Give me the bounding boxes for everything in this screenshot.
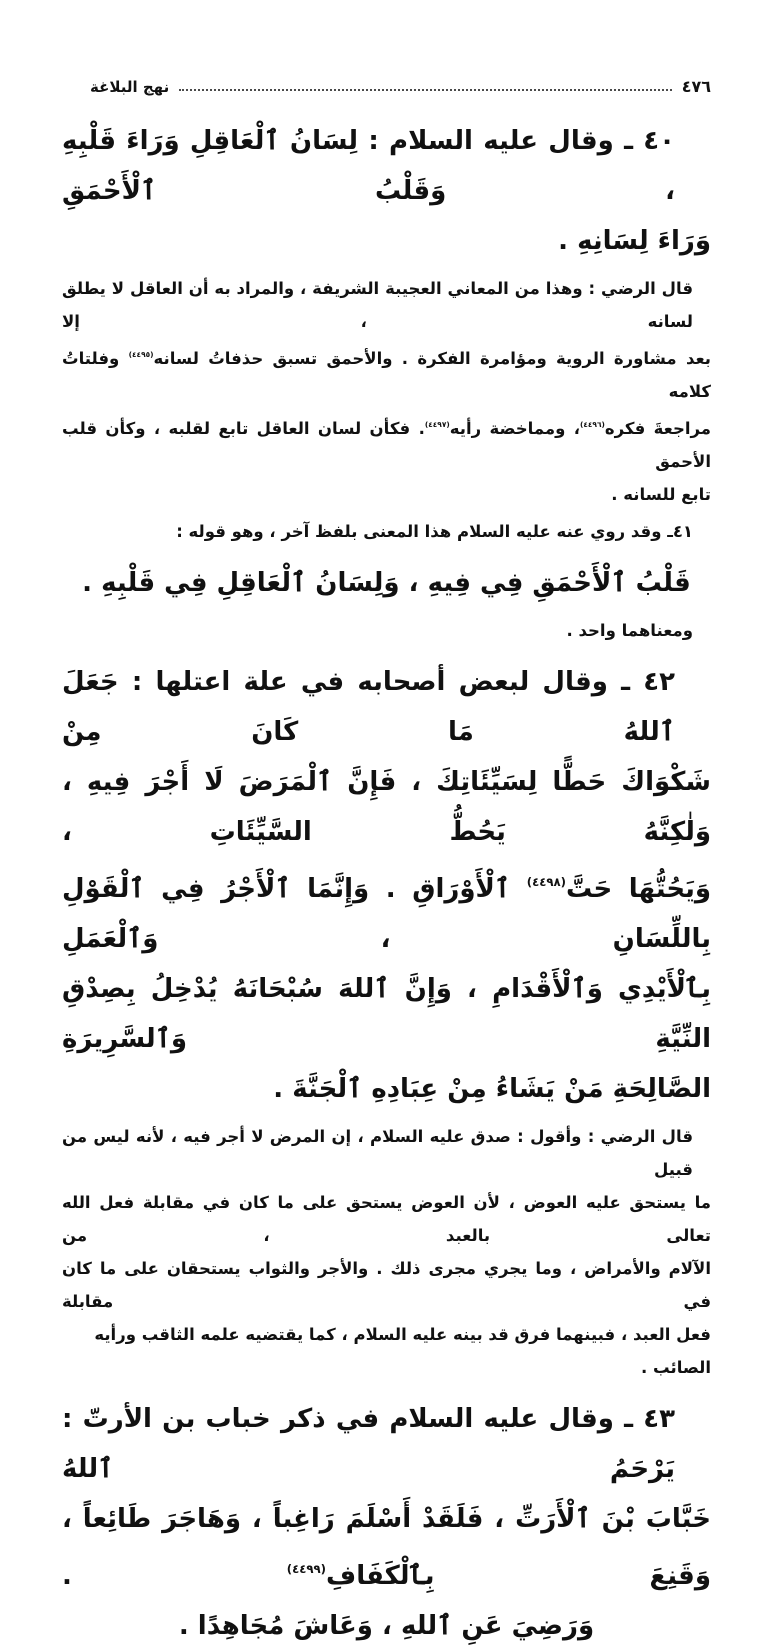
footnote-ref: (٤٤٩٩): [286, 1562, 326, 1577]
text-line: [62, 1186, 711, 1252]
text-line: [62, 857, 711, 964]
text-segment: . فكأن لسان العاقل تابع لقلبه ، وكأن قلب الأحمق: [62, 419, 711, 472]
text-segment: تابع للسانه .: [611, 485, 711, 505]
text-segment: وَرَاءَ لِسَانِهِ .: [558, 226, 711, 256]
text-line: [62, 1318, 711, 1384]
text-segment: ، ومماخضة رأيه: [449, 419, 580, 439]
text-segment: ومعناهما واحد .: [566, 621, 693, 641]
saying-41: [62, 558, 711, 608]
text-line: [62, 1494, 711, 1601]
text-segment: وفلتاتُ كلامه: [62, 349, 711, 402]
text-line: [62, 1120, 711, 1186]
text-segment: شَكْوَاكَ حَطًّا لِسَيِّئَاتِكَ ، فَإِنَّ ٱلْمَرَضَ لَا أَجْرَ فِيهِ ، وَلٰكِنَّهُ يَحُطُّ السَّيِّئَاتِ ،: [62, 767, 711, 848]
footnote-ref: (٤٤٩٦): [580, 420, 605, 430]
text-segment: الآلام والأمراض ، وما يجري مجرى ذلك . والأجر والثواب يستحقان على ما كان في مقابلة: [62, 1259, 711, 1312]
text-line: [62, 338, 711, 408]
text-segment: قال الرضي : وهذا من المعاني العجيبة الشريفة ، والمراد به أن العاقل لا يطلق لسانه ، إلا: [62, 279, 693, 331]
book-title: نهج البلاغة: [90, 78, 170, 96]
text-segment: ٤٠ ـ وقال عليه السلام : لِسَانُ ٱلْعَاقِلِ وَرَاءَ قَلْبِهِ ، وَقَلْبُ ٱلْأَحْمَقِ: [62, 126, 675, 206]
text-line: [62, 272, 711, 338]
radi-commentary-42: [62, 1120, 711, 1384]
text-line: [62, 1601, 711, 1651]
text-segment: فعل العبد ، فبينهما فرق قد بينه عليه السلام ، كما يقتضيه علمه الثاقب ورأيه الصائب .: [94, 1325, 711, 1378]
text-line: [62, 116, 711, 216]
footnote-ref: (٤٤٩٨): [526, 875, 566, 890]
saying-41-intro: [62, 515, 711, 548]
text-segment: ٤٣ ـ وقال عليه السلام في ذكر خباب بن الأرتّ : يَرْحَمُ ٱللهُ: [62, 1404, 675, 1485]
footnote-ref: (٤٤٩٧): [424, 420, 450, 430]
footnote-ref: (٤٤٩٥): [128, 350, 154, 359]
text-line: [62, 216, 711, 266]
text-segment: بعد مشاورة الروية ومؤامرة الفكرة . والأحمق تسبق حذفاتُ لسانه: [153, 349, 711, 369]
page-number: ٤٧٦: [681, 77, 711, 96]
text-line: [62, 515, 711, 548]
text-line: [62, 558, 711, 608]
text-line: [62, 757, 711, 857]
text-line: [62, 1394, 711, 1494]
text-segment: ٱلْأَوْرَاقِ . وَإِنَّمَا ٱلْأَجْرُ فِي ٱلْقَوْلِ بِاللِّسَانِ ، وَٱلْعَمَلِ: [62, 874, 711, 955]
saying-40: [62, 116, 711, 266]
page-body: [62, 116, 711, 1651]
text-line: [62, 657, 711, 757]
text-segment: قال الرضي : وأقول : صدق عليه السلام ، إن المرض لا أجر فيه ، لأنه ليس من قبيل: [62, 1127, 693, 1180]
dotted-leader: [179, 88, 672, 91]
text-line: [62, 614, 711, 647]
text-segment: وَيَحُتُّهَا حَتَّ: [565, 874, 712, 905]
text-segment: .: [62, 1561, 287, 1592]
radi-commentary-40: [62, 272, 711, 511]
text-segment: ما يستحق عليه العوض ، لأن العوض يستحق على ما كان في مقابلة فعل الله تعالى بالعبد ، من: [62, 1193, 711, 1246]
page-header: [62, 70, 711, 96]
text-segment: ٤١ـ وقد روي عنه عليه السلام هذا المعنى بلفظ آخر ، وهو قوله :: [176, 522, 693, 542]
saying-42: [62, 657, 711, 1114]
text-segment: الصَّالِحَةِ مَنْ يَشَاءُ مِنْ عِبَادِهِ ٱلْجَنَّةَ .: [273, 1074, 711, 1105]
saying-43: [62, 1394, 711, 1651]
note-41: [62, 614, 711, 647]
text-line: [62, 964, 711, 1064]
text-line: [62, 478, 711, 511]
text-line: [62, 1252, 711, 1318]
text-line: [62, 1064, 711, 1114]
text-line: [62, 408, 711, 478]
text-segment: مراجعةَ فكره: [604, 419, 711, 439]
text-segment: قَلْبُ ٱلْأَحْمَقِ فِي فِيهِ ، وَلِسَانُ ٱلْعَاقِلِ فِي قَلْبِهِ .: [82, 568, 691, 599]
text-segment: وَرَضِيَ عَنِ ٱللهِ ، وَعَاشَ مُجَاهِدًا .: [178, 1611, 595, 1642]
text-segment: ٤٢ ـ وقال لبعض أصحابه في علة اعتلها : جَعَلَ ٱللهُ مَا كَانَ مِنْ: [62, 667, 675, 748]
text-segment: خَبَّابَ بْنَ ٱلْأَرَتِّ ، فَلَقَدْ أَسْلَمَ رَاغِباً ، وَهَاجَرَ طَائِعاً ، وَقَنِعَ بِٱلْكَفَافِ: [62, 1504, 711, 1592]
text-segment: بِٱلْأَيْدِي وَٱلْأَقْدَامِ ، وَإِنَّ ٱللهَ سُبْحَانَهُ يُدْخِلُ بِصِدْقِ النِّيَّةِ وَٱلسَّرِيرَةِ: [62, 974, 711, 1055]
